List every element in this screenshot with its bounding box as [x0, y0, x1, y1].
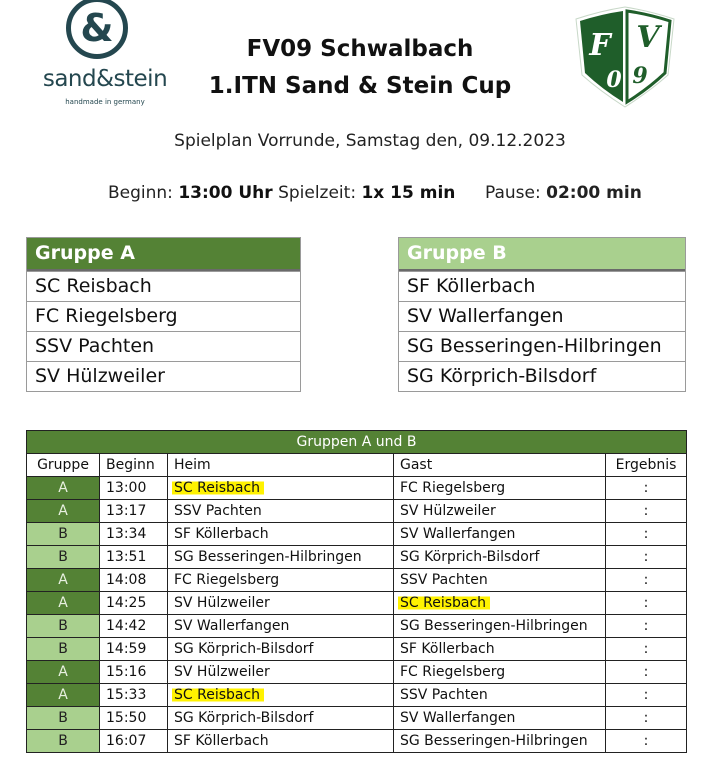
group-cell	[27, 638, 100, 661]
group-text: A	[58, 595, 68, 611]
away-text: FC Riegelsberg	[400, 480, 506, 496]
column-header-ergebnis: Ergebnis	[606, 454, 687, 477]
match-row	[27, 684, 687, 707]
ampersand-icon: &	[80, 6, 114, 50]
group-text: A	[58, 572, 68, 588]
away-text: SSV Pachten	[400, 572, 488, 588]
time-text: 13:00	[106, 480, 147, 496]
away-text: SSV Pachten	[400, 687, 488, 703]
home-text: SSV Pachten	[174, 503, 262, 519]
away-text-highlighted: SC Reisbach	[398, 595, 490, 611]
schedule-subtitle: Spielplan Vorrunde, Samstag den, 09.12.2023	[174, 131, 566, 151]
away-cell	[394, 730, 606, 753]
home-text: SV Wallerfangen	[174, 618, 290, 634]
away-cell	[394, 523, 606, 546]
away-cell	[394, 592, 606, 615]
match-row	[27, 546, 687, 569]
home-cell	[168, 523, 394, 546]
time-cell	[100, 592, 168, 615]
home-cell	[168, 569, 394, 592]
away-cell	[394, 615, 606, 638]
group-a-header: Gruppe A	[27, 238, 300, 271]
home-cell	[168, 546, 394, 569]
result-cell[interactable]	[606, 684, 687, 707]
group-cell	[27, 477, 100, 500]
page-title-club: FV09 Schwalbach	[246, 36, 474, 62]
logo-wordmark: sand&stein	[42, 66, 168, 92]
match-row	[27, 661, 687, 684]
group-text: B	[58, 641, 68, 657]
away-text: SG Besseringen-Hilbringen	[400, 618, 588, 634]
away-cell	[394, 546, 606, 569]
group-a-table	[26, 237, 301, 392]
match-row	[27, 477, 687, 500]
home-text-highlighted: SC Reisbach	[172, 480, 264, 496]
group-cell	[27, 707, 100, 730]
column-header-gast: Gast	[394, 454, 606, 477]
time-text: 13:34	[106, 526, 147, 542]
group-cell	[27, 523, 100, 546]
group-cell	[27, 569, 100, 592]
group-a-team: SSV Pachten	[27, 331, 300, 361]
match-row	[27, 615, 687, 638]
group-cell	[27, 592, 100, 615]
away-text: SG Körprich-Bilsdorf	[400, 549, 540, 565]
result-text: :	[643, 595, 649, 611]
home-text: SF Köllerbach	[174, 526, 269, 542]
group-cell	[27, 661, 100, 684]
time-text: 13:17	[106, 503, 147, 519]
group-cell	[27, 684, 100, 707]
crest-letter-F: F	[589, 28, 611, 63]
away-cell	[394, 569, 606, 592]
timing-info	[108, 183, 455, 203]
match-row	[27, 638, 687, 661]
crest-shield-icon	[570, 5, 680, 110]
time-cell	[100, 569, 168, 592]
crest-letter-0: 0	[606, 67, 622, 93]
time-cell	[100, 500, 168, 523]
result-cell[interactable]	[606, 707, 687, 730]
away-text: SV Wallerfangen	[400, 526, 516, 542]
result-text: :	[643, 526, 649, 542]
home-text: SG Besseringen-Hilbringen	[174, 549, 362, 565]
pause-value: 02:00 min	[546, 183, 642, 203]
result-text: :	[643, 664, 649, 680]
begin-label: Beginn:	[108, 183, 173, 203]
group-b-team: SF Köllerbach	[399, 271, 685, 301]
away-text: SV Wallerfangen	[400, 710, 516, 726]
match-row	[27, 730, 687, 753]
result-cell[interactable]	[606, 661, 687, 684]
result-cell[interactable]	[606, 523, 687, 546]
time-cell	[100, 523, 168, 546]
result-cell[interactable]	[606, 477, 687, 500]
home-cell	[168, 730, 394, 753]
away-cell	[394, 477, 606, 500]
schedule-column-headers	[27, 454, 687, 477]
match-schedule-table	[26, 430, 687, 753]
group-text: B	[58, 733, 68, 749]
home-text: SV Hülzweiler	[174, 595, 270, 611]
page-title-cup: 1.ITN Sand & Stein Cup	[208, 73, 512, 99]
group-cell	[27, 500, 100, 523]
match-row	[27, 569, 687, 592]
result-cell[interactable]	[606, 569, 687, 592]
result-text: :	[643, 503, 649, 519]
match-row	[27, 500, 687, 523]
crest-letter-V: V	[636, 20, 660, 55]
away-text: SF Köllerbach	[400, 641, 495, 657]
result-cell[interactable]	[606, 730, 687, 753]
pause-label: Pause:	[485, 183, 541, 203]
time-cell	[100, 615, 168, 638]
home-text: FC Riegelsberg	[174, 572, 280, 588]
home-cell	[168, 615, 394, 638]
time-text: 15:50	[106, 710, 147, 726]
away-text: FC Riegelsberg	[400, 664, 506, 680]
away-text: SG Besseringen-Hilbringen	[400, 733, 588, 749]
group-b-team: SG Besseringen-Hilbringen	[399, 331, 685, 361]
result-cell[interactable]	[606, 638, 687, 661]
time-text: 15:16	[106, 664, 147, 680]
time-text: 14:08	[106, 572, 147, 588]
home-text: SF Köllerbach	[174, 733, 269, 749]
group-b-header: Gruppe B	[399, 238, 685, 271]
group-a-team: SC Reisbach	[27, 271, 300, 301]
crest-letter-9: 9	[632, 63, 648, 89]
column-header-beginn: Beginn	[100, 454, 168, 477]
result-cell[interactable]	[606, 546, 687, 569]
group-cell	[27, 546, 100, 569]
result-text: :	[643, 641, 649, 657]
home-cell	[168, 707, 394, 730]
time-cell	[100, 707, 168, 730]
home-text: SG Körprich-Bilsdorf	[174, 641, 314, 657]
result-text: :	[643, 572, 649, 588]
home-cell	[168, 592, 394, 615]
group-text: A	[58, 664, 68, 680]
time-cell	[100, 730, 168, 753]
home-text-highlighted: SC Reisbach	[172, 687, 264, 703]
schedule-banner: Gruppen A und B	[27, 431, 687, 454]
away-cell	[394, 707, 606, 730]
time-cell	[100, 546, 168, 569]
match-row	[27, 523, 687, 546]
result-text: :	[643, 618, 649, 634]
time-cell	[100, 638, 168, 661]
time-cell	[100, 684, 168, 707]
group-text: A	[58, 687, 68, 703]
group-b-team: SV Wallerfangen	[399, 301, 685, 331]
home-cell	[168, 684, 394, 707]
result-text: :	[643, 733, 649, 749]
time-text: 14:25	[106, 595, 147, 611]
result-text: :	[643, 549, 649, 565]
result-text: :	[643, 480, 649, 496]
time-text: 14:59	[106, 641, 147, 657]
time-text: 13:51	[106, 549, 147, 565]
away-cell	[394, 638, 606, 661]
time-cell	[100, 477, 168, 500]
group-a-team: FC Riegelsberg	[27, 301, 300, 331]
group-text: A	[58, 503, 68, 519]
group-b-team: SG Körprich-Bilsdorf	[399, 361, 685, 391]
group-text: B	[58, 526, 68, 542]
away-cell	[394, 684, 606, 707]
away-cell	[394, 500, 606, 523]
begin-value: 13:00 Uhr	[178, 183, 273, 203]
home-cell	[168, 661, 394, 684]
fv09-crest-logo	[570, 5, 680, 110]
group-text: A	[58, 480, 68, 496]
playtime-value: 1x 15 min	[361, 183, 456, 203]
playtime-label: Spielzeit:	[278, 183, 357, 203]
match-row	[27, 592, 687, 615]
group-a-team: SV Hülzweiler	[27, 361, 300, 391]
home-cell	[168, 638, 394, 661]
group-text: B	[58, 549, 68, 565]
result-text: :	[643, 710, 649, 726]
group-cell	[27, 615, 100, 638]
pause-info	[485, 183, 642, 203]
column-header-heim: Heim	[168, 454, 394, 477]
away-text: SV Hülzweiler	[400, 503, 496, 519]
home-cell	[168, 500, 394, 523]
group-b-table	[398, 237, 686, 392]
home-text: SV Hülzweiler	[174, 664, 270, 680]
home-text: SG Körprich-Bilsdorf	[174, 710, 314, 726]
column-header-gruppe: Gruppe	[27, 454, 100, 477]
result-cell[interactable]	[606, 500, 687, 523]
away-cell	[394, 661, 606, 684]
time-text: 14:42	[106, 618, 147, 634]
time-text: 15:33	[106, 687, 147, 703]
home-cell	[168, 477, 394, 500]
time-cell	[100, 661, 168, 684]
group-text: B	[58, 618, 68, 634]
result-cell[interactable]	[606, 615, 687, 638]
match-row	[27, 707, 687, 730]
group-text: B	[58, 710, 68, 726]
result-cell[interactable]	[606, 592, 687, 615]
time-text: 16:07	[106, 733, 147, 749]
logo-tagline: handmade in germany	[65, 98, 145, 106]
group-cell	[27, 730, 100, 753]
result-text: :	[643, 687, 649, 703]
